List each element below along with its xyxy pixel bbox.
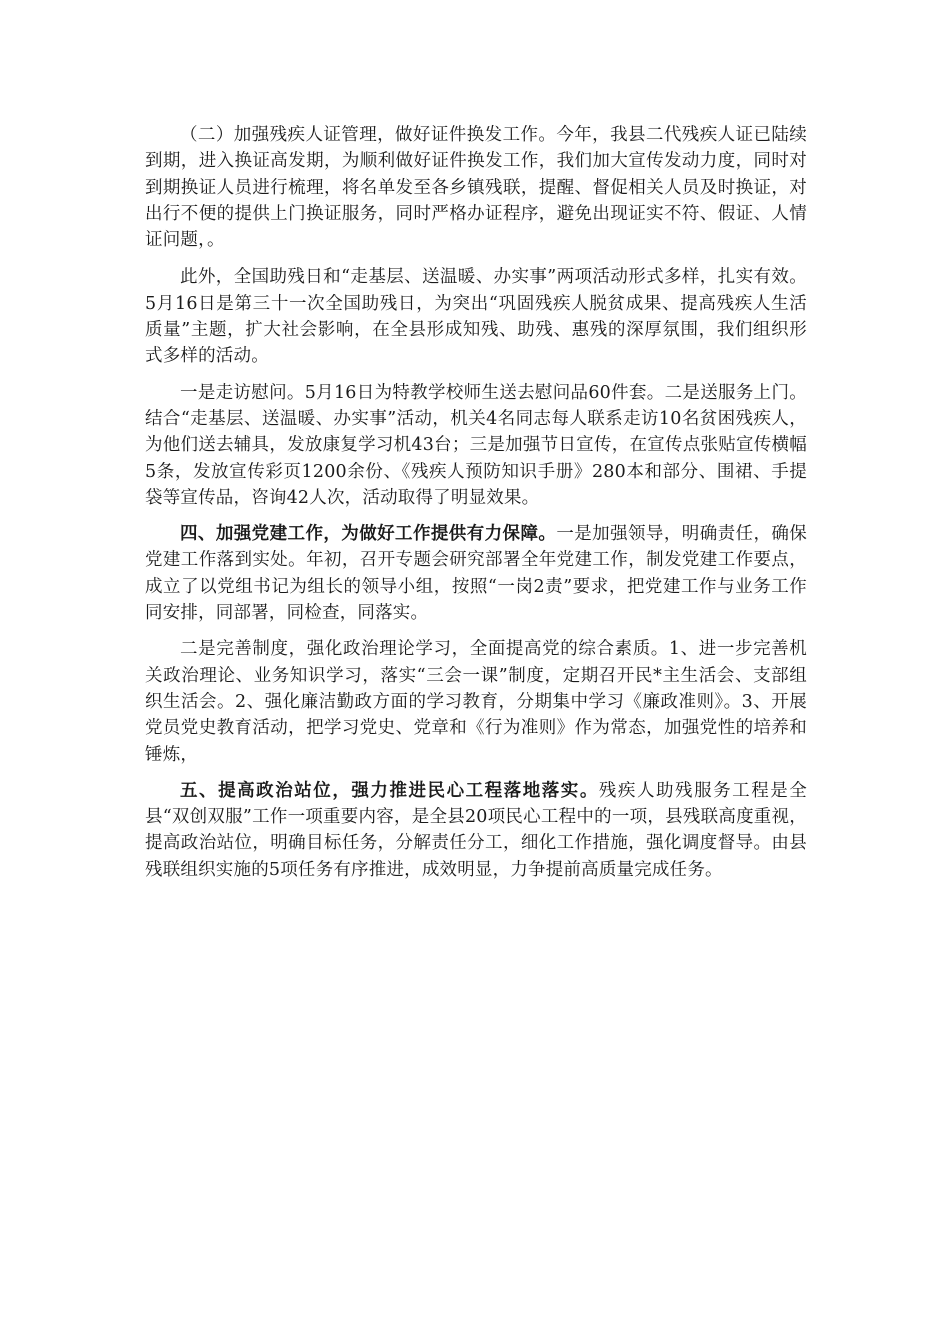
paragraph-livelihood-projects — [145, 778, 807, 883]
paragraph-party-building — [145, 521, 807, 626]
section-heading-party-building: 四、加强党建工作，为做好工作提供有力保障。 — [180, 524, 557, 545]
paragraph-text: 一是走访慰问。5月16日为特教学校师生送去慰问品60件套。二是送服务上门。结合“走基层、送温暖、办实事”活动，机关4名同志每人联系走访10名贫困残疾人，为他们送去辅具，发放康复学习机43台；三是加强节日宣传，在宣传点张贴宣传横幅5条，发放宣传彩页1200余份、《残疾人预防知识手册》280本和部分、围裙、手提袋等宣传品，咨询42人次，活动取得了明显效果。 — [145, 382, 807, 508]
paragraph-id-card-management — [145, 122, 807, 253]
paragraph-text: 残疾人助残服务工程是全县“双创双服”工作一项重要内容，是全县20项民心工程中的一项，县残联高度重视，提高政治站位，明确目标任务，分解责任分工，细化工作措施，强化调度督导。由县残联组织实施的5项任务有序推进，成效明显，力争提前高质量完成任务。 — [145, 780, 807, 880]
paragraph-disability-day — [145, 264, 807, 369]
document-body — [145, 122, 807, 893]
section-heading-livelihood-projects: 五、提高政治站位，强力推进民心工程落地落实。 — [180, 780, 599, 801]
paragraph-improve-systems — [145, 636, 807, 767]
paragraph-text: 二是完善制度，强化政治理论学习，全面提高党的综合素质。1、进一步完善机关政治理论、业务知识学习，落实“三会一课”制度，定期召开民*主生活会、支部组织生活会。2、强化廉洁勤政方面的学习教育，分期集中学习《廉政准则》。3、开展党员党史教育活动，把学习党史、党章和《行为准则》作为常态，加强党性的培养和锤炼， — [145, 639, 807, 765]
paragraph-visits-services — [145, 380, 807, 511]
paragraph-text: 此外，全国助残日和“走基层、送温暖、办实事”两项活动形式多样，扎实有效。5月16日是第三十一次全国助残日，为突出“巩固残疾人脱贫成果、提高残疾人生活质量”主题，扩大社会影响，在全县形成知残、助残、惠残的深厚氛围，我们组织形式多样的活动。 — [145, 267, 807, 367]
paragraph-text: 一是加强领导，明确责任，确保党建工作落到实处。年初，召开专题会研究部署全年党建工作，制发党建工作要点，成立了以党组书记为组长的领导小组，按照“一岗2责”要求，把党建工作与业务工作同安排，同部署，同检查，同落实。 — [145, 524, 807, 624]
paragraph-text: （二）加强残疾人证管理，做好证件换发工作。今年，我县二代残疾人证已陆续到期，进入换证高发期，为顺利做好证件换发工作，我们加大宣传发动力度，同时对到期换证人员进行梳理，将名单发至各乡镇残联，提醒、督促相关人员及时换证，对出行不便的提供上门换证服务，同时严格办证程序，避免出现证实不符、假证、人情证问题，。 — [145, 125, 807, 251]
